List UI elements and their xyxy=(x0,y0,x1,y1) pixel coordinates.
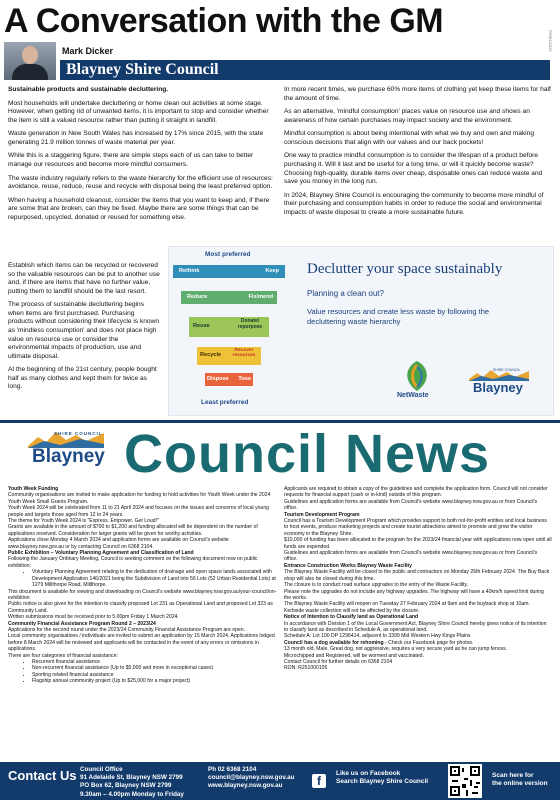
tier-left-label: Reuse xyxy=(193,323,210,329)
bullet-item: • Voluntary Planning Agreement relating to the dedication of drainage and open space lands associated with Development Application 146/2021 being the Subdivision of Land into 56 Lots (52 Urban Residential Lots) at 1279 Millthorpe Road, Millthorpe. xyxy=(32,569,278,588)
tier-right-label: Keep xyxy=(265,268,279,274)
news-heading: Public Exhibition – Voluntary Planning Agreement and Classification of Land xyxy=(8,550,194,557)
qr-caption xyxy=(492,772,548,789)
blayney-logo xyxy=(469,367,529,397)
qr-line: Scan here for xyxy=(492,772,534,779)
news-paragraph: Council has a Tourism Development Program which provides support to both not-for-profit entities and local business to host events, produce marketing projects and create tourist attractions aimed to promote and grow the visitor economy in the Blayney Shire. xyxy=(284,518,547,537)
phone-details xyxy=(208,766,295,791)
news-paragraph: Written submissions must be received prior to 5.00pm Friday 1 March 2024. xyxy=(8,614,179,621)
tier-right-label: Donate/ repurpose xyxy=(237,318,263,330)
news-paragraph: RON: R251000105 xyxy=(284,665,328,672)
article-right-column xyxy=(284,86,552,222)
article-heading: Sustainable products and sustainable decluttering. xyxy=(8,86,169,93)
bullet-list xyxy=(8,569,278,588)
website-link[interactable]: www.blayney.nsw.gov.au xyxy=(208,782,283,790)
council-news-title: Council News xyxy=(124,424,491,484)
tier-left-label: Rethink xyxy=(179,268,200,274)
news-paragraph: Youth Week 2024 will be celebrated from 11 to 21 April 2024 and focuses on the issues and concerns of local young people and targets those aged from 12 to 24 years. xyxy=(8,505,269,518)
news-paragraph: The Blayney Waste Facility will reopen on Tuesday 27 February 2024 at 9am and the buyback shop at 10am. xyxy=(284,601,530,608)
news-heading: Council has a dog available for rehoming xyxy=(284,639,384,646)
news-heading: Community Financial Assistance Program Round 2 – 2023/24 xyxy=(8,620,156,627)
qr-pattern xyxy=(448,764,482,798)
news-paragraph: Guidelines and application forms are available from Council's website www.blayney.nsw.gov.au or from Council's office. xyxy=(284,498,538,512)
news-paragraph: Applications for the second round under the 2023/24 Community Financial Assistance Program are open. xyxy=(8,626,245,633)
author-photo xyxy=(4,42,56,80)
news-paragraph: Please note the upgrades do not include any highway upgrades. The highway will have a 40km/h speed limit during the works. xyxy=(284,588,544,601)
tier-left-label: Dispose xyxy=(207,376,229,382)
hierarchy-tier-rethink xyxy=(173,265,285,278)
news-heading: Entrance Construction Works Blayney Waste Facility xyxy=(284,562,412,569)
office-line: Council Office xyxy=(80,766,123,773)
news-paragraph: Schedule A: Lot 100 DP 1296414, adjacent to 3399 Mid Western Hwy Kings Plains xyxy=(284,633,471,640)
news-paragraph: Guidelines and application forms are available from Council's website www.blayney.nsw.gov.au or from Council's office. xyxy=(284,550,538,563)
logo-subtitle: SHIRE COUNCIL xyxy=(493,368,521,372)
facebook-line: Search Blayney Shire Council xyxy=(336,778,429,786)
hierarchy-tier-dispose xyxy=(205,373,253,386)
news-paragraph: Microchipped and Registered, will be wormed and vaccinated. xyxy=(284,652,424,659)
netwaste-leaf-icon xyxy=(397,359,437,393)
infographic-message: Value resources and create less waste by following the decluttering waste hierarchy xyxy=(307,307,490,326)
news-text: - Check our Facebook page for photos. xyxy=(383,639,474,646)
hierarchy-tier-recycle xyxy=(197,347,261,365)
article-paragraph: While this is a staggering figure, there are simple steps each of us can take to better manage our resources and become more mindful consumers. xyxy=(8,152,254,168)
bullet-list xyxy=(8,659,278,685)
news-paragraph: Following the January Ordinary Meeting, Council is seeking comment on the following document now on public exhibition: xyxy=(8,556,258,569)
article-paragraph: Establish which items can be recycled or recovered so the valuable resources can be put to another use and, if there are items that have no further value, putting them to landfill should be the last resort. xyxy=(8,262,160,295)
news-paragraph: Community organisations are invited to make application for funding to hold activities for Youth Week under the 2024 Youth Week Small Grants Program. xyxy=(8,492,271,505)
infographic-headline: Declutter your space sustainably xyxy=(307,261,503,277)
news-heading: Tourism Development Program xyxy=(284,511,360,518)
news-paragraph: The theme for Youth Week 2024 is "Express. Empower. Get Loud!" xyxy=(8,518,159,525)
article-paragraph: At the beginning of the 21st century, people bought half as many clothes and kept them for twice as long. xyxy=(8,366,157,391)
article-paragraph: Mindful consumption is about being intentional with what we buy and own and making conscious decisions that align with our values and our back pockets! xyxy=(284,130,534,146)
facebook-text xyxy=(336,770,428,787)
office-line: 91 Adelaide St, Blayney NSW 2799 xyxy=(80,774,183,782)
article-paragraph: The waste industry regularly refers to the waste hierarchy for the efficient use of resources: avoidance, reuse, reduce, reuse and recycle with disposal being the least preferred option. xyxy=(8,174,273,191)
bullet-item: • Flagship annual community project (Up to $25,000 for a major project) xyxy=(32,678,278,684)
waste-hierarchy-infographic xyxy=(168,246,554,416)
news-right-column xyxy=(284,486,552,672)
office-details xyxy=(80,766,184,799)
infographic-question: Planning a clean out? xyxy=(307,289,384,298)
news-heading: Notice of Intention to Classify land as Operational Land xyxy=(284,614,419,621)
news-heading: Youth Week Funding xyxy=(8,486,59,492)
phone-number: Ph 02 6368 2104 xyxy=(208,766,257,773)
news-paragraph: In accordance with Division 1 of the Local Government Act, Blayney Shire Council hereby gives notice of its intention to classify land as described in Schedule A, as operational land. xyxy=(284,620,547,633)
article-paragraph: In 2024, Blayney Shire Council is encouraging the community to become more mindful of their purchasing and consumption habits in order to reduce the social and environmental impacts of waste disposal to create a more sustainable future. xyxy=(284,191,544,216)
article-paragraph: The process of sustainable decluttering begins when items are first purchased. Purchasing products without considering their lifecycle is known as 'mindless consumption' and does not place high value on resource use or consider the environmental impacts of production, use and ultimate disposal. xyxy=(8,301,159,360)
bullet-item: • Sporting related financial assistance xyxy=(32,672,278,678)
logo-name: Blayney xyxy=(32,446,105,467)
article-paragraph: One way to practice mindful consumption is to consider the lifespan of a product before purchasing it. Will it last and be useful for a long time, or will it quickly become waste? Choosing high-quality, durable items over cheap, disposable ones can reduce waste and save you money in the long run. xyxy=(284,152,543,186)
bullet-item: • Non-recurrent financial assistance (Up to $5,000 and more in exceptional cases) xyxy=(32,665,278,671)
facebook-icon[interactable]: f xyxy=(312,774,326,788)
netwaste-logo xyxy=(397,359,437,403)
header xyxy=(0,0,560,82)
news-paragraph: Local community organisations / individuals are invited to submit an application by 15 March 2024. Applications lodged before 8 March 2024 will be reviewed and applicants will be contacted in the event of any errors or omissions in applications. xyxy=(8,633,275,653)
news-paragraph: The Blayney Waste Facility will be closed to the public and contractors on Monday 26th February 2024. The Buy Back shop will also be closed during this time. xyxy=(284,569,550,582)
hierarchy-tier-reduce xyxy=(181,291,277,304)
contact-us-heading: Contact Us xyxy=(8,768,77,783)
news-paragraph: Public notice is also given for the intention to classify proposed Lot 231 as Operational Land and proposed Lot 323 as Community Land. xyxy=(8,601,273,614)
org-name: Blayney Shire Council xyxy=(66,61,219,78)
news-left-column xyxy=(8,486,278,685)
news-paragraph: Applicants are required to obtain a copy of the guidelines and complete the application form. Council will not consider requests for financial support (cash or in-kind) outside of this program. xyxy=(284,486,548,499)
contact-footer xyxy=(0,762,560,800)
council-news-logo xyxy=(28,428,104,474)
news-paragraph: Kerbside waste collection will not be affected by the closure. xyxy=(284,607,420,614)
news-paragraph: 13 month old, Male. Great dog, not aggressive, requires a very secure yard as he can jump fences. xyxy=(284,646,508,653)
tier-right-label: Fix/mend xyxy=(248,294,273,300)
news-paragraph: There are four categories of financial assistance: xyxy=(8,652,118,659)
tier-left-label: Reduce xyxy=(187,294,208,300)
qr-code-icon[interactable] xyxy=(448,764,482,798)
org-banner xyxy=(60,60,550,80)
facebook-line: Like us on Facebook xyxy=(336,770,401,777)
most-preferred-label: Most preferred xyxy=(205,251,251,258)
news-paragraph: Grants are available in the amount of $700 to $1,200 and funding allocated will be dependent on the number of applications received. Consideration for larger grants will be given for worthy activities. xyxy=(8,524,258,537)
news-paragraph: The closure is to conduct road surface upgrades to the entry of the Waste Facility. xyxy=(284,582,469,589)
email-link[interactable]: council@blayney.nsw.gov.au xyxy=(208,774,295,782)
news-paragraph: Contact Council for further details on 6368 2104 xyxy=(284,658,393,665)
article-paragraph: In more recent times, we purchase 60% more items of clothing yet keep these items for half the amount of time. xyxy=(284,86,551,102)
qr-line: the online version xyxy=(492,780,548,788)
article-paragraph: When having a household cleanout, consider the items that you want to keep and, if there are some that are broken, can they be fixed. Maybe there are some things that can be repurposed, upcycled, donated or reused for something else. xyxy=(8,196,270,221)
article-narrow-column xyxy=(8,262,160,397)
office-line: PO Box 62, Blayney NSW 2799 xyxy=(80,782,172,790)
netwaste-name: NetWaste xyxy=(397,392,429,399)
article-paragraph: Waste generation in New South Wales has increased by 17% since 2015, with the state generating 21.9 million tonnes of waste material per year. xyxy=(8,130,264,146)
least-preferred-label: Least preferred xyxy=(201,399,249,406)
hierarchy-tier-reuse xyxy=(189,317,269,337)
author-name: Mark Dicker xyxy=(62,46,114,56)
article-paragraph: As an alternative, 'mindful consumption' places value on resource use and shows an awareness of how certain purchases may impact society and the environment. xyxy=(284,108,530,124)
news-paragraph: Applications close Monday 4 March 2024 and application forms are available on Council's website www.blayney.nsw.gov.au or by contacting Council on 6368 2104. xyxy=(8,537,229,550)
tier-right-label: Toss xyxy=(238,376,251,382)
logo-name: Blayney xyxy=(473,380,523,395)
news-paragraph: $10,000 of funding has been allocated to the program for the 2023/24 financial year with applications now open until all funds are expended. xyxy=(284,537,552,550)
bullet-item: • Recurrent financial assistance xyxy=(32,659,278,665)
tier-right-label: Recover resources xyxy=(232,348,256,358)
office-line: 9.30am – 4.00pm Monday to Friday xyxy=(80,790,184,798)
article-paragraph: Most households will undertake decluttering or home clean out activities at some stage. However, when getting rid of unwanted items, it is important to stop and consider whether the item is still a valued resource rather than putting it straight in landfill. xyxy=(8,99,269,124)
page-title: A Conversation with the GM xyxy=(4,2,444,40)
news-paragraph: This document is available for viewing and downloading on Council's website www.blayney.nsw.gov.au/your-council/on-exhibition xyxy=(8,588,277,601)
article-left-column xyxy=(8,86,278,227)
tier-left-label: Recycle xyxy=(200,352,222,358)
side-code: P0581/2025 xyxy=(548,30,553,52)
logo-subtitle: SHIRE COUNCIL xyxy=(54,431,103,436)
